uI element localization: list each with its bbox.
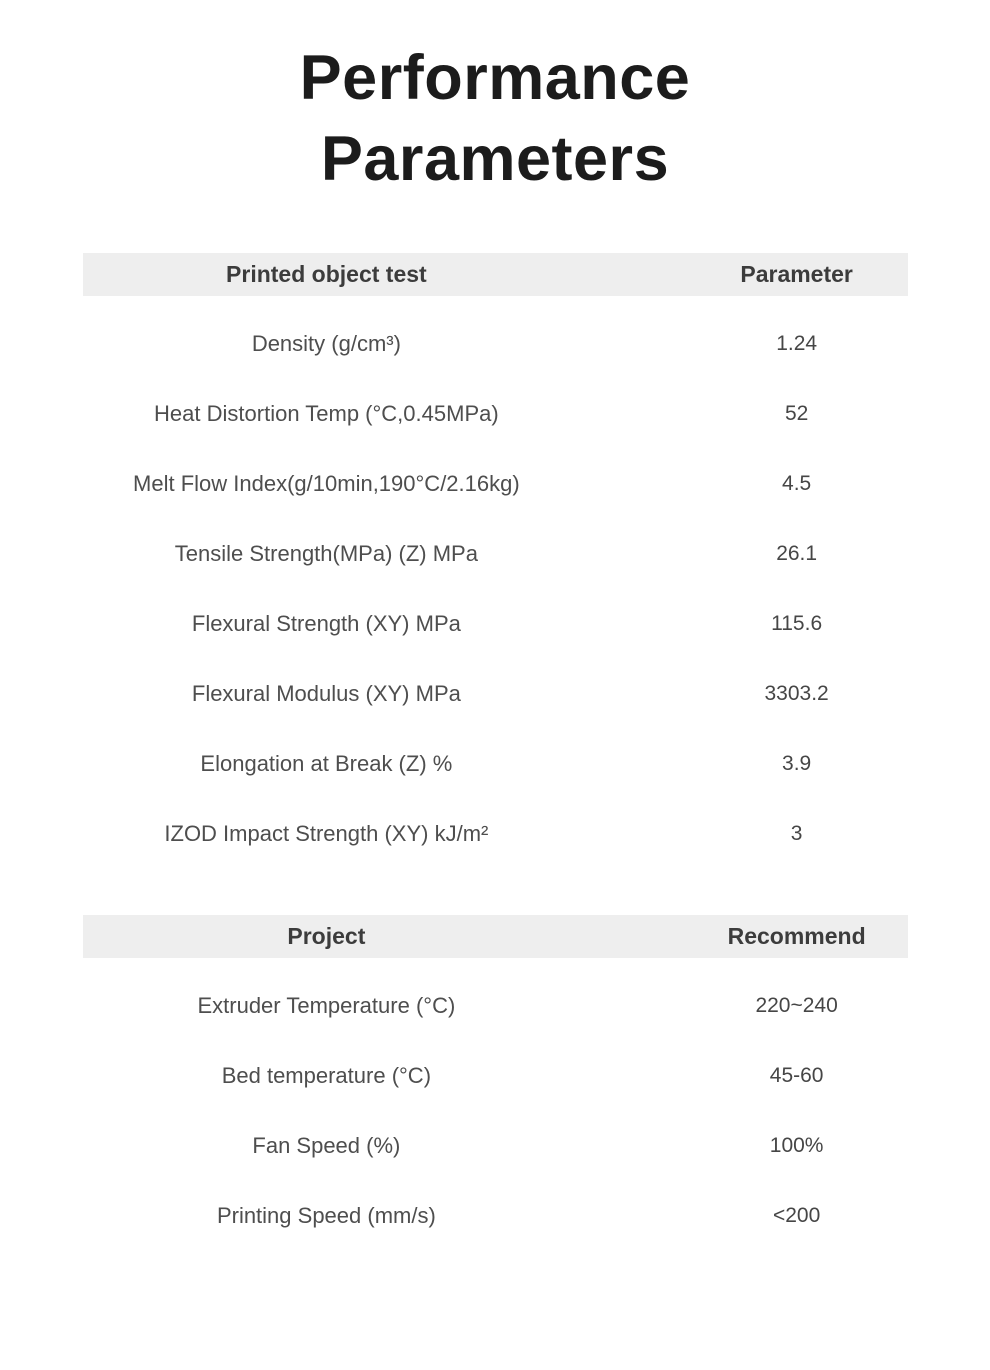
row-label: Flexural Strength (XY) MPa [191,611,461,636]
row-value: 3303.2 [764,682,829,705]
row-value: 100% [769,1134,824,1157]
row-label: Melt Flow Index(g/10min,190°C/2.16kg) [133,471,520,496]
row-label: IZOD Impact Strength (XY) kJ/m² [164,821,489,846]
row-value: 1.24 [776,332,818,355]
table-row-printing-speed [83,1181,908,1251]
row-label: Fan Speed (%) [252,1133,401,1158]
table-header-row [83,915,908,958]
column-header-printed-object-test: Printed object test [226,261,427,287]
row-value: 52 [784,402,809,425]
row-label: Density (g/cm³) [251,331,401,356]
row-label: Elongation at Break (Z) % [200,751,453,776]
row-value: <200 [772,1204,821,1227]
page-title-line-2: Parameters [320,124,670,194]
column-header-project: Project [287,923,366,949]
table-row-fan-speed [83,1111,908,1181]
table-row-tensile-strength [83,519,908,589]
table-row-izod-impact-strength [83,799,908,869]
row-value: 26.1 [776,542,818,565]
table-body [83,958,908,1251]
table-row-bed-temperature [83,1041,908,1111]
table-body [83,296,908,869]
row-value: 3.9 [782,752,812,775]
row-value: 3 [790,822,803,845]
column-header-parameter: Parameter [740,261,853,287]
project-recommend-table [83,915,908,1251]
table-row-extruder-temperature [83,971,908,1041]
row-value: 45-60 [769,1064,824,1087]
table-row-heat-distortion-temp [83,379,908,449]
row-label: Bed temperature (°C) [221,1063,432,1088]
table-header-row [83,253,908,296]
page-title-line-1: Performance [299,43,691,113]
row-label: Printing Speed (mm/s) [216,1203,436,1228]
table-row-flexural-modulus [83,659,908,729]
column-header-recommend: Recommend [727,923,866,949]
row-value: 4.5 [782,472,812,495]
page-title [0,38,990,200]
table-row-flexural-strength [83,589,908,659]
row-value: 115.6 [771,612,823,635]
row-label: Extruder Temperature (°C) [197,993,456,1018]
row-label: Heat Distortion Temp (°C,0.45MPa) [154,401,499,426]
row-value: 220~240 [755,994,838,1017]
table-row-density [83,309,908,379]
printed-object-test-table [83,253,908,869]
table-row-melt-flow-index [83,449,908,519]
row-label: Flexural Modulus (XY) MPa [191,681,461,706]
performance-parameters-page [0,38,990,1370]
row-label: Tensile Strength(MPa) (Z) MPa [174,541,478,566]
table-row-elongation-at-break [83,729,908,799]
